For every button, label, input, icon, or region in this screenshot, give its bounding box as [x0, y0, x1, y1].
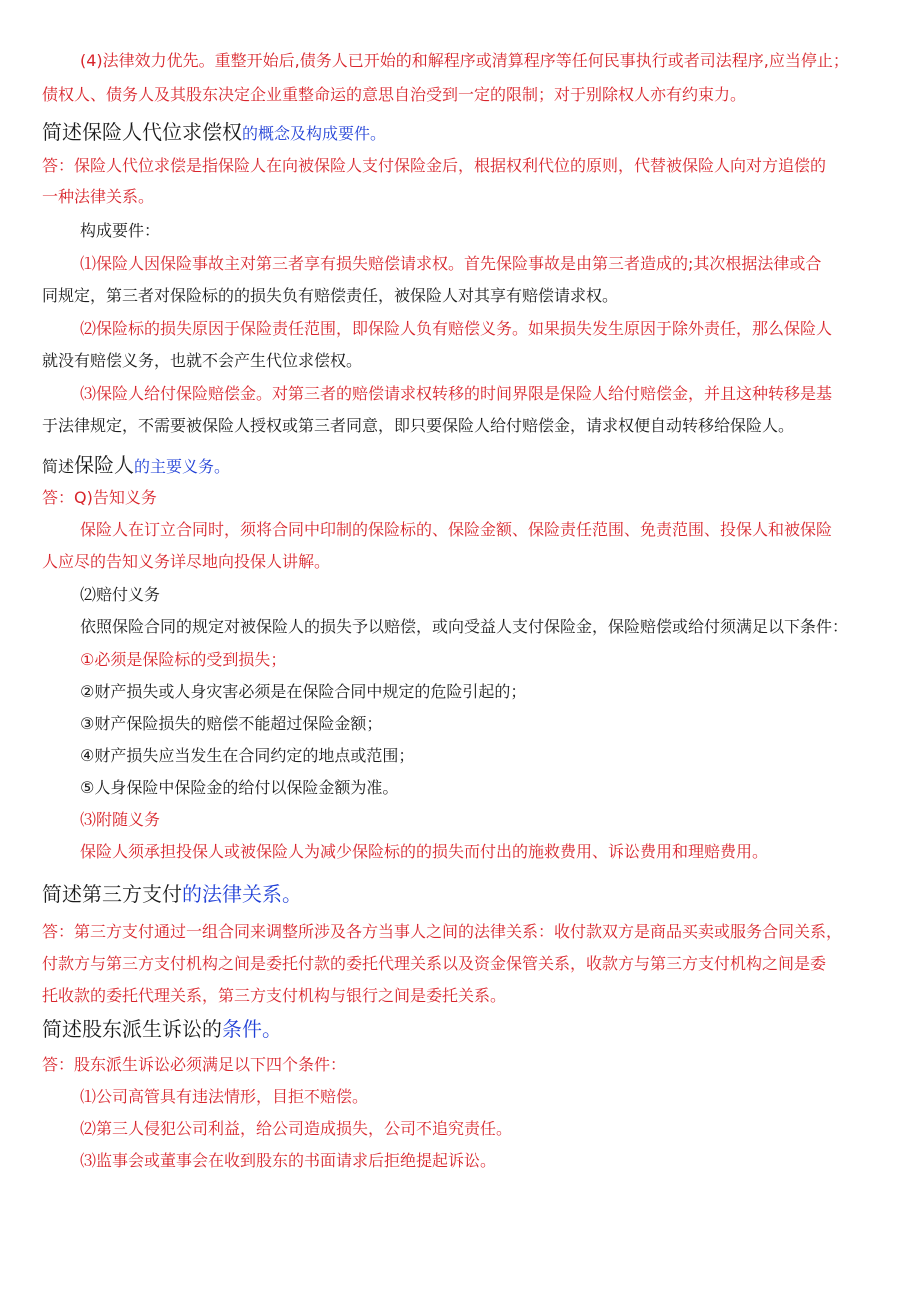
text-line: 一种法律关系。 — [42, 187, 155, 206]
text-line: 构成要件： — [80, 221, 161, 240]
text-line: ⑤人身保险中保险金的给付以保险金额为准。 — [80, 778, 399, 797]
text-line: 债权人、债务人及其股东决定企业重整命运的意思自治受到一定的限制；对于别除权人亦有约束力。 — [42, 85, 747, 104]
text-line: 托收款的委托代理关系，第三方支付机构与银行之间是委托关系。 — [42, 986, 507, 1005]
heading-suffix: 的概念及构成要件。 — [242, 124, 387, 143]
section-heading — [42, 1016, 282, 1042]
text-line: 答：第三方支付通过一组合同来调整所涉及各方当事人之间的法律关系：收付款双方是商品买卖或服务合同关系， — [42, 922, 843, 941]
text-line: 人应尽的告知义务详尽地向投保人讲解。 — [42, 552, 331, 571]
text-line: ③财产保险损失的赔偿不能超过保险金额； — [80, 714, 383, 733]
section-heading — [42, 119, 386, 147]
text-line: 答：股东派生诉讼必须满足以下四个条件： — [42, 1055, 347, 1074]
text-line: 依照保险合同的规定对被保险人的损失予以赔偿，或向受益人支付保险金，保险赔偿或给付须满足以下条件： — [80, 617, 849, 636]
heading-main: 保险人 — [74, 453, 135, 477]
text-line: 同规定，第三者对保险标的的损失负有赔偿责任，被保险人对其享有赔偿请求权。 — [42, 286, 619, 305]
text-line: 就没有赔偿义务，也就不会产生代位求偿权。 — [42, 351, 363, 370]
heading-suffix: 的法律关系。 — [182, 882, 302, 906]
section-heading — [42, 452, 230, 480]
heading-prefix: 简述 — [42, 457, 75, 476]
text-line: ⑵第三人侵犯公司利益，给公司造成损失，公司不追究责任。 — [80, 1119, 513, 1138]
text-line: 保险人须承担投保人或被保险人为减少保险标的的损失而付出的施救费用、诉讼费用和理赔费用。 — [80, 842, 769, 861]
heading-suffix: 的主要义务。 — [134, 457, 231, 476]
text-line: ④财产损失应当发生在合同约定的地点或范围； — [80, 746, 415, 765]
text-line: (4)法律效力优先。重整开始后,债务人已开始的和解程序或清算程序等任何民事执行或者司法程序,应当停止； — [80, 51, 849, 70]
heading-main: 简述第三方支付 — [42, 882, 182, 906]
text-line: ①必须是保险标的受到损失； — [80, 650, 287, 669]
text-line: 保险人在订立合同时，须将合同中印制的保险标的、保险金额、保险责任范围、免责范围、投保人和被保险 — [80, 520, 833, 539]
text-line: ⑶监事会或董事会在收到股东的书面请求后拒绝提起诉讼。 — [80, 1151, 497, 1170]
text-line: ⑴公司高管具有违法情形，目拒不赔偿。 — [80, 1087, 369, 1106]
text-line: ⑵赔付义务 — [80, 585, 161, 604]
text-line: 于法律规定，不需要被保险人授权或第三者同意，即只要保险人给付赔偿金，请求权便自动转移给保险人。 — [42, 416, 795, 435]
text-line: ⑵保险标的损失原因于保险责任范围，即保险人负有赔偿义务。如果损失发生原因于除外责任，那么保险人 — [80, 319, 833, 338]
text-line: 答：保险人代位求偿是指保险人在向被保险人支付保险金后，根据权利代位的原则，代替被保险人向对方追偿的 — [42, 156, 827, 175]
heading-main: 简述股东派生诉讼的 — [42, 1017, 222, 1041]
text-line: ②财产损失或人身灾害必须是在保险合同中规定的危险引起的； — [80, 682, 527, 701]
heading-suffix: 条件。 — [222, 1017, 282, 1041]
section-heading — [42, 881, 302, 907]
text-line: ⑶保险人给付保险赔偿金。对第三者的赔偿请求权转移的时间界限是保险人给付赔偿金，并且这种转移是基 — [80, 384, 833, 403]
text-line: ⑶附随义务 — [80, 810, 161, 829]
text-line: 答：Q)告知义务 — [42, 488, 157, 507]
text-line: ⑴保险人因保险事故主对第三者享有损失赔偿请求权。首先保险事故是由第三者造成的;其次根据法律或合 — [80, 254, 822, 273]
heading-main: 简述保险人代位求偿权 — [42, 120, 242, 144]
text-line: 付款方与第三方支付机构之间是委托付款的委托代理关系以及资金保管关系，收款方与第三方支付机构之间是委 — [42, 954, 827, 973]
